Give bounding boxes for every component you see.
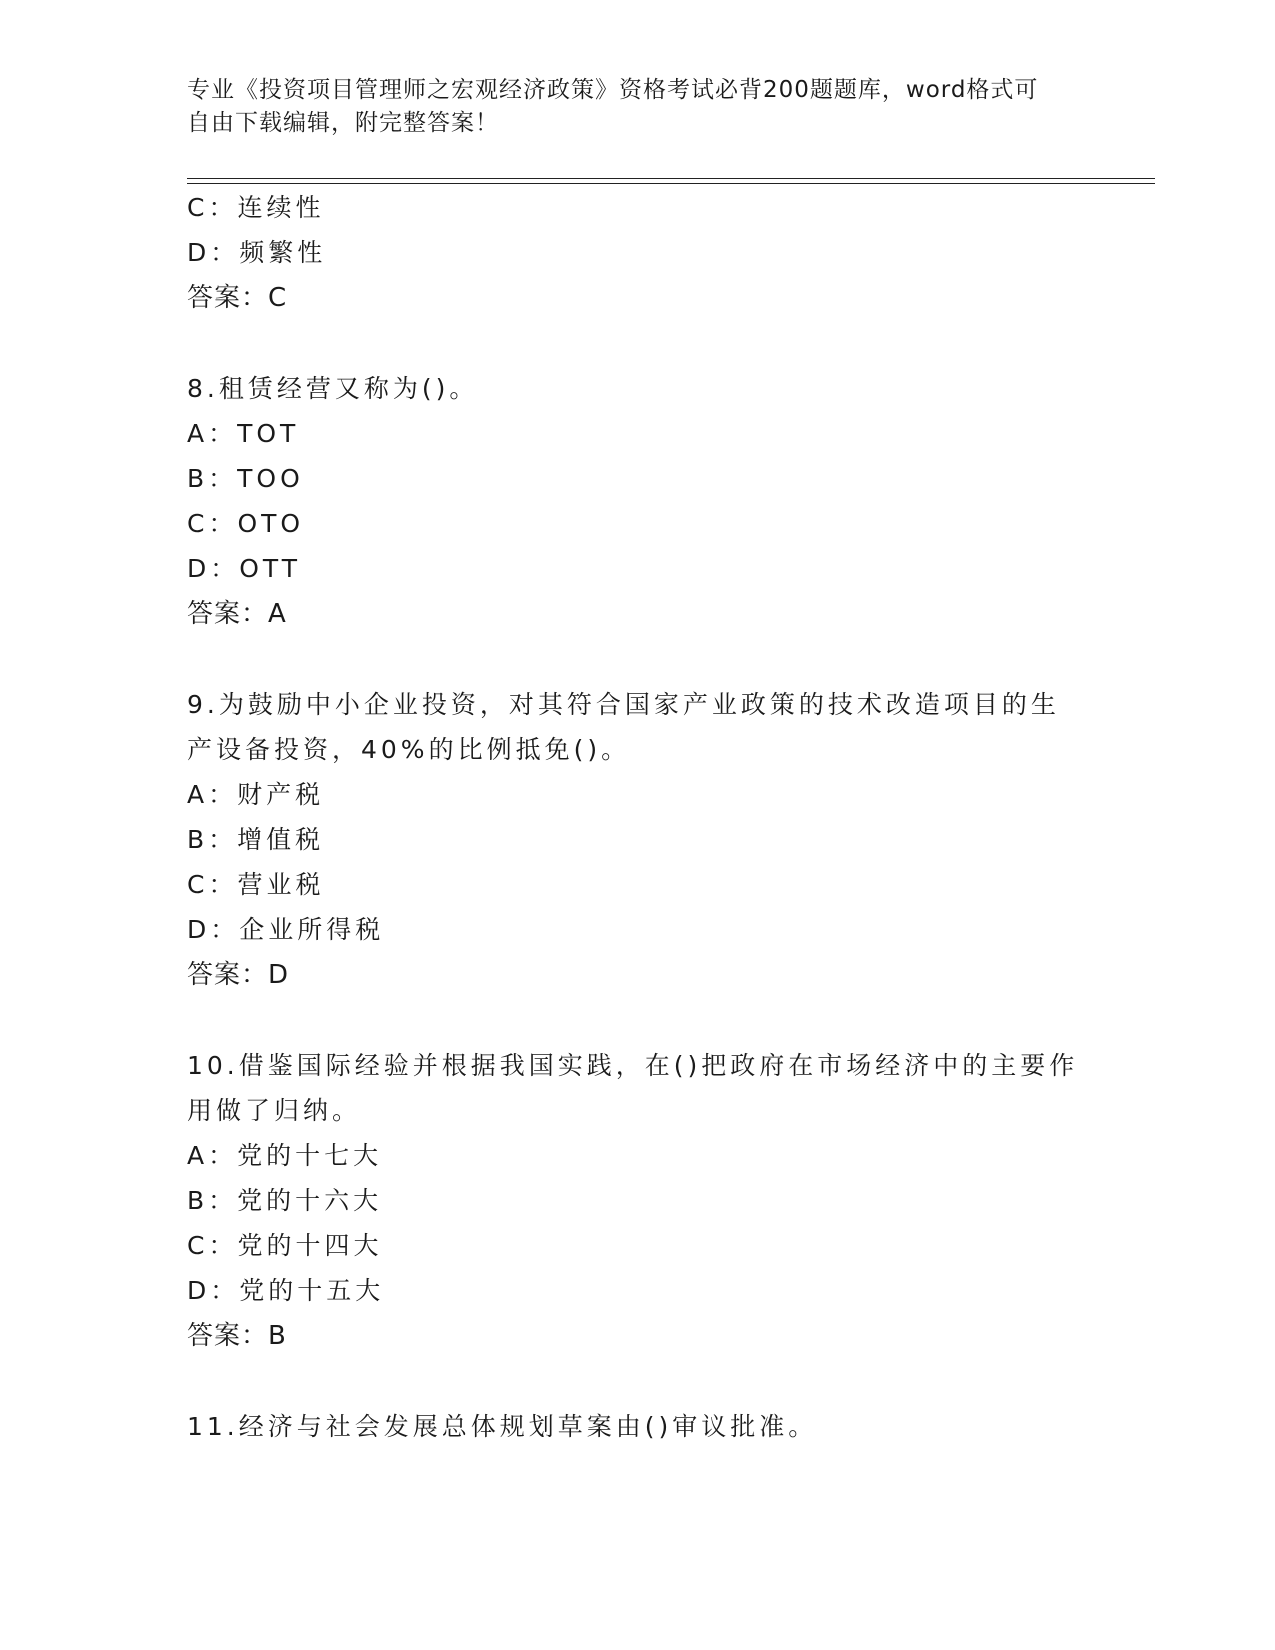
q9-option-c: C：营业税 [187,870,325,899]
document-header [187,74,1067,140]
q8-option-d: D：OTT [187,554,302,583]
prev-option-d: D：频繁性 [187,238,327,267]
q10-option-a: A：党的十七大 [187,1141,383,1170]
q10-option-d: D：党的十五大 [187,1276,385,1305]
q10-answer: 答案：B [187,1321,287,1351]
q10-option-c: C：党的十四大 [187,1231,383,1260]
q9-stem-line-2: 产设备投资，40%的比例抵免()。 [187,735,631,764]
q9-option-d: D：企业所得税 [187,915,385,944]
header-divider-top [187,178,1155,179]
q9-stem-line-1: 9.为鼓励中小企业投资，对其符合国家产业政策的技术改造项目的生 [187,690,1060,719]
q10-stem-line-2: 用做了归纳。 [187,1096,362,1125]
q10-stem-line-1: 10.借鉴国际经验并根据我国实践，在()把政府在市场经济中的主要作 [187,1051,1079,1080]
q8-stem: 8.租赁经营又称为()。 [187,374,479,403]
prev-option-c: C：连续性 [187,193,325,222]
q8-option-b: B：TOO [187,464,304,493]
q9-answer: 答案：D [187,960,290,990]
header-title-line-1: 专业《投资项目管理师之宏观经济政策》资格考试必背200题题库，word格式可 [187,77,1039,103]
q11-stem: 11.经济与社会发展总体规划草案由()审议批准。 [187,1412,818,1441]
q8-option-c: C：OTO [187,509,305,538]
q9-option-b: B：增值税 [187,825,325,854]
q10-option-b: B：党的十六大 [187,1186,383,1215]
q8-option-a: A：TOT [187,419,300,448]
q9-option-a: A：财产税 [187,780,325,809]
prev-answer: 答案：C [187,283,288,313]
header-title-line-2: 自由下载编辑，附完整答案！ [187,110,499,136]
q8-answer: 答案：A [187,599,287,629]
header-divider-bottom [187,183,1155,184]
